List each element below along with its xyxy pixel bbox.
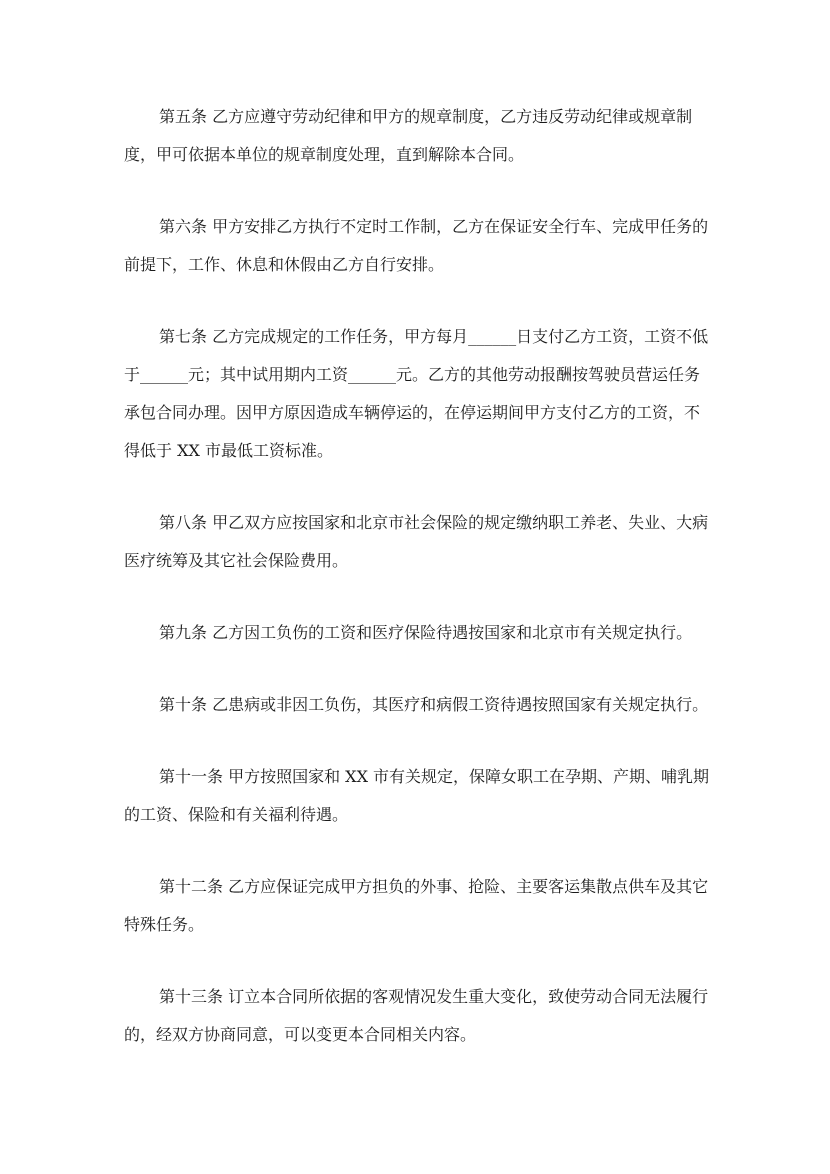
clause-paragraph: 第十一条 甲方按照国家和 XX 市有关规定，保障女职工在孕期、产期、哺乳期的工资、保险和有关福利待遇。 xyxy=(124,767,710,824)
clause-paragraph: 第十二条 乙方应保证完成甲方担负的外事、抢险、主要客运集散点供车及其它特殊任务。 xyxy=(124,877,709,934)
document-body xyxy=(124,98,710,1088)
clause-paragraph: 第五条 乙方应遵守劳动纪律和甲方的规章制度，乙方违反劳动纪律或规章制度，甲可依据本单位的规章制度处理，直到解除本合同。 xyxy=(124,107,693,164)
clause-paragraph: 第七条 乙方完成规定的工作任务，甲方每月______日支付乙方工资，工资不低于______元；其中试用期内工资______元。乙方的其他劳动报酬按驾驶员营运任务承包合同办理。因甲方原因造成车辆停运的，在停运期间甲方支付乙方的工资，不得低于 XX 市最低工资标准。 xyxy=(124,327,709,460)
clause-paragraph: 第十条 乙患病或非因工负伤，其医疗和病假工资待遇按照国家有关规定执行。 xyxy=(159,695,709,714)
clause-paragraph: 第十三条 订立本合同所依据的客观情况发生重大变化，致使劳动合同无法履行的，经双方协商同意，可以变更本合同相关内容。 xyxy=(124,987,709,1044)
clause-paragraph: 第八条 甲乙双方应按国家和北京市社会保险的规定缴纳职工养老、失业、大病医疗统筹及其它社会保险费用。 xyxy=(124,513,709,570)
clause-paragraph: 第九条 乙方因工负伤的工资和医疗保险待遇按国家和北京市有关规定执行。 xyxy=(159,623,693,642)
clause-paragraph: 第六条 甲方安排乙方执行不定时工作制，乙方在保证安全行车、完成甲任务的前提下，工作、休息和休假由乙方自行安排。 xyxy=(124,217,709,274)
